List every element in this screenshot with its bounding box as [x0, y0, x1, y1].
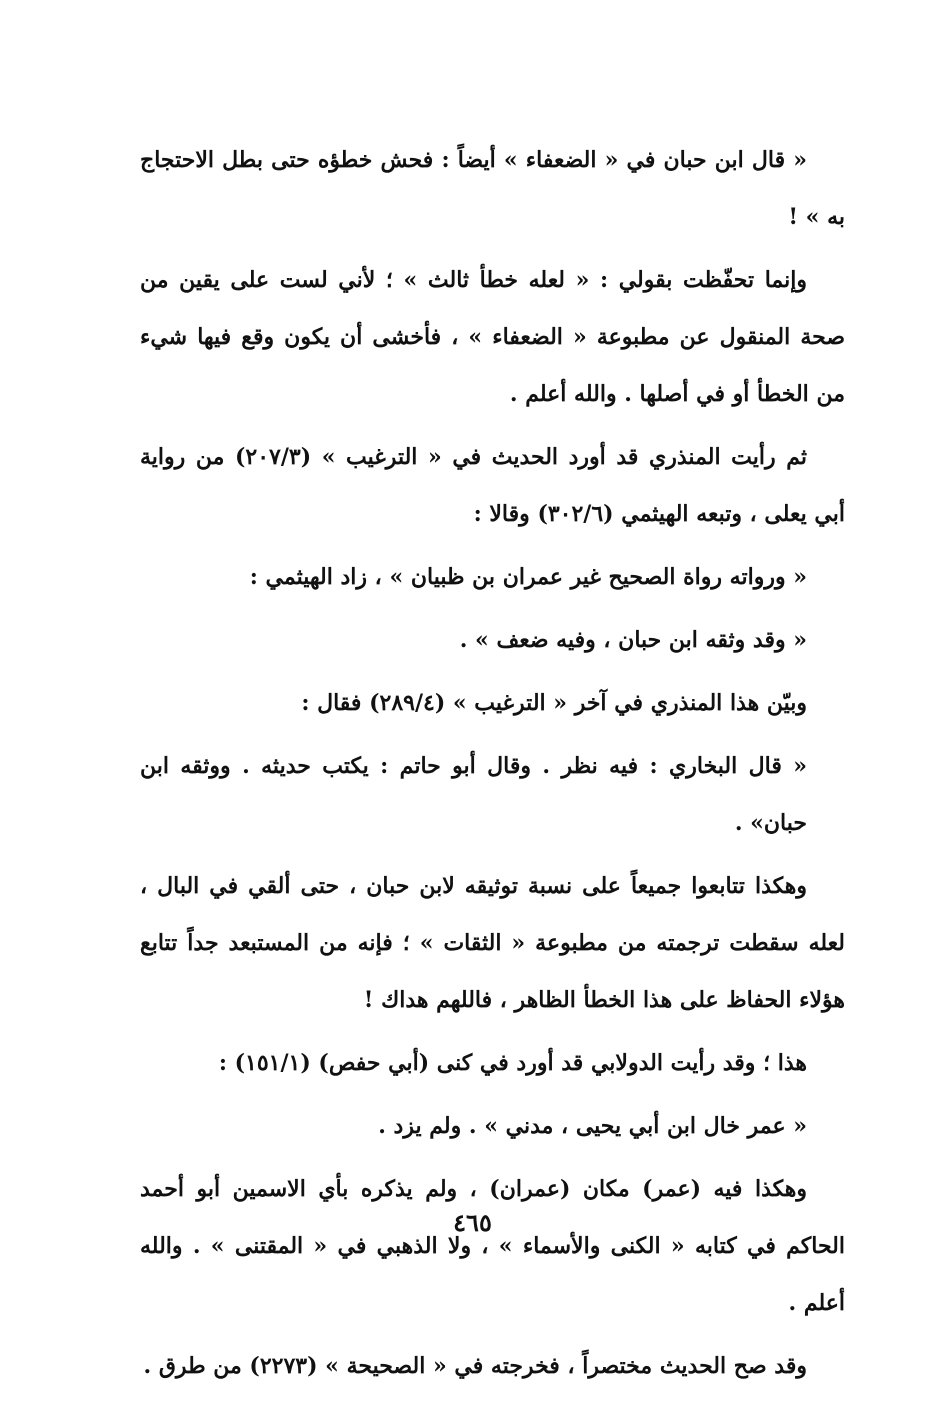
paragraph-bukhari-quote: « قال البخاري : فيه نظر . وقال أبو حاتم : يكتب حديثه . ووثقه ابن حبان» .	[140, 753, 807, 836]
paragraph-mundhiri-explanation: وبيّن هذا المنذري في آخر « الترغيب » (٢٨٩/٤) فقال :	[301, 690, 807, 716]
paragraph-ibn-hibban-quote: « قال ابن حبان في « الضعفاء » أيضاً : فحش خطؤه حتى بطل الاحتجاج به » !	[140, 147, 845, 230]
paragraph-caution-note: وإنما تحفّظت بقولي : « لعله خطأ ثالث » ؛ لأني لست على يقين من صحة المنقول عن مطبوعة « الضعفاء » ، فأخشى أن يكون وقع فيها شيء من الخطأ أو في أصلها . والله أعلم .	[140, 267, 845, 407]
paragraph-dulabi-note: هذا ؛ وقد رأيت الدولابي قد أورد في كنى (أبي حفص) (١٥١/١) :	[218, 1050, 807, 1076]
paragraph-haythami-quote: « وقد وثقه ابن حبان ، وفيه ضعف » .	[459, 627, 807, 653]
page-number: ٤٦٥	[453, 1208, 492, 1237]
paragraph-mundhiri-targhib: ثم رأيت المنذري قد أورد الحديث في « الترغيب » (٢٠٧/٣) من رواية أبي يعلى ، وتبعه الهيثمي (٣٠٢/٦) وقالا :	[140, 444, 845, 527]
paragraph-umar-quote: « عمر خال ابن أبي يحيى ، مدني » . ولم يزد .	[378, 1113, 807, 1139]
paragraph-sahiha-note: وقد صح الحديث مختصراً ، فخرجته في « الصحيحة » (٢٢٧٣) من طرق .	[143, 1353, 807, 1379]
paragraph-narrators-quote: « ورواته رواة الصحيح غير عمران بن ظبيان » ، زاد الهيثمي :	[249, 564, 807, 590]
paragraph-hakim-note: وهكذا فيه (عمر) مكان (عمران) ، ولم يذكره بأي الاسمين أبو أحمد الحاكم في كتابه « الكنى والأسماء » ، ولا الذهبي في « المقتنى » . والله أعلم .	[140, 1176, 845, 1316]
paragraph-thiqat-note: وهكذا تتابعوا جميعاً على نسبة توثيقه لابن حبان ، حتى ألقي في البال ، لعله سقطت ترجمته من مطبوعة « الثقات » ؛ فإنه من المستبعد جداً تتابع هؤلاء الحفاظ على هذا الخطأ الظاهر ، فاللهم هداك !	[140, 873, 845, 1013]
